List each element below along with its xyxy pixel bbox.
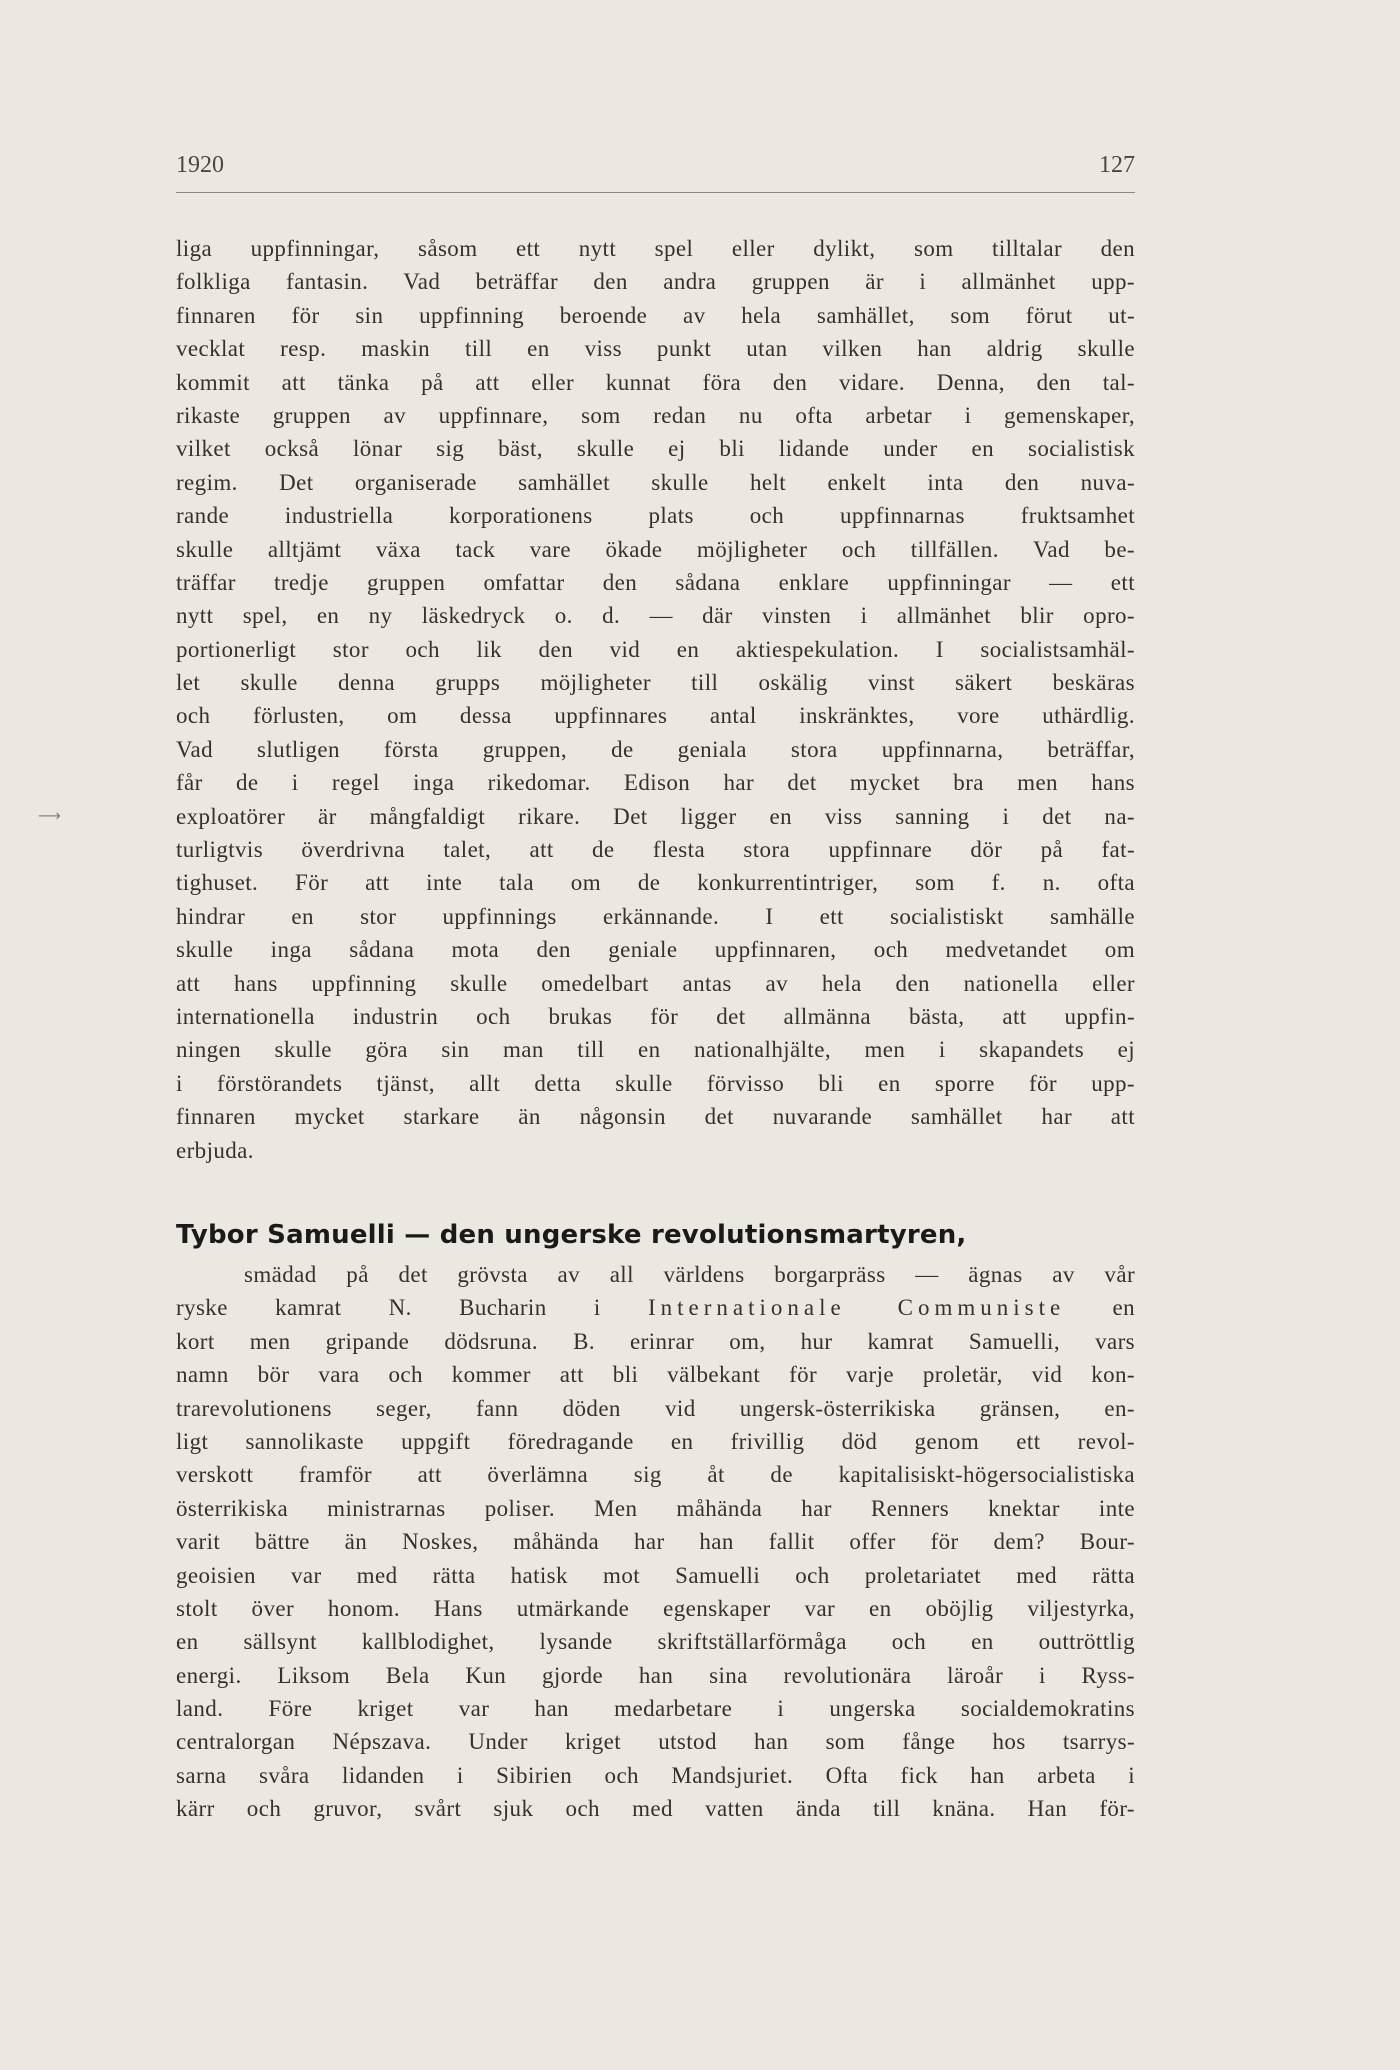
- article-line: verskott framför att överlämna sig åt de kapitalisiskt-högersocialistiska: [176, 1462, 1135, 1488]
- article-line: exploatörer är mångfaldigt rikare. Det ligger en viss sanning i det na-: [176, 803, 1135, 829]
- article-line: får de i regel inga rikedomar. Edison har det mycket bra men hans: [176, 770, 1135, 796]
- line-segment: ryske kamrat N. Bucharin i: [176, 1295, 648, 1321]
- article-line: träffar tredje gruppen omfattar den sådana enklare uppfinningar — ett: [176, 569, 1135, 595]
- article-line: rande industriella korporationens plats och uppfinnarnas fruktsamhet: [176, 503, 1135, 529]
- article-line: portionerligt stor och lik den vid en aktiespekulation. I socialistsamhäl-: [176, 636, 1135, 662]
- article-line: finnaren för sin uppfinning beroende av hela samhället, som förut ut-: [176, 302, 1135, 328]
- article-line: trarevolutionens seger, fann döden vid ungersk-österrikiska gränsen, en-: [176, 1395, 1135, 1421]
- article-line: land. Före kriget var han medarbetare i ungerska socialdemokratins: [176, 1696, 1135, 1722]
- article-line: liga uppfinningar, såsom ett nytt spel eller dylikt, som tilltalar den: [176, 236, 1135, 261]
- article-line: att hans uppfinning skulle omedelbart antas av hela den nationella eller: [176, 970, 1135, 996]
- article-heading: Tybor Samuelli — den ungerske revolutionsmartyren,: [176, 1220, 967, 1250]
- article-line: i förstörandets tjänst, allt detta skulle förvisso bli en sporre för upp-: [176, 1070, 1135, 1096]
- article-line: energi. Liksom Bela Kun gjorde han sina revolutionära läroår i Ryss-: [176, 1662, 1135, 1688]
- page-number: 127: [1099, 152, 1135, 178]
- article-lines: [176, 1325, 1135, 1826]
- article-line: kärr och gruvor, svårt sjuk och med vatten ända till knäna. Han för-: [176, 1796, 1135, 1822]
- article-line: kort men gripande dödsruna. B. erinrar om, hur kamrat Samuelli, vars: [176, 1328, 1135, 1354]
- article-line: en sällsynt kallblodighet, lysande skriftställarförmåga och en outtröttlig: [176, 1629, 1135, 1655]
- article-line: nytt spel, en ny läskedryck o. d. — där vinsten i allmänhet blir opro-: [176, 603, 1135, 629]
- article-line: geoisien var med rätta hatisk mot Samuelli och proletariatet med rätta: [176, 1562, 1135, 1588]
- article-line: sarna svåra lidanden i Sibirien och Mandsjuriet. Ofta fick han arbeta i: [176, 1762, 1135, 1788]
- article-line: skulle alltjämt växa tack vare ökade möjligheter och tillfällen. Vad be-: [176, 536, 1135, 562]
- article-line: österrikiska ministrarnas poliser. Men måhända har Renners knektar inte: [176, 1495, 1135, 1521]
- article-line: skulle inga sådana mota den geniale uppfinnaren, och medvetandet om: [176, 937, 1135, 963]
- article-line: tighuset. För att inte tala om de konkurrentintriger, som f. n. ofta: [176, 870, 1135, 896]
- article-line: ligt sannolikaste uppgift föredragande en frivillig död genom ett revol-: [176, 1428, 1135, 1454]
- article-line: vilket också lönar sig bäst, skulle ej bli lidande under en socialistisk: [176, 436, 1135, 462]
- article-line: Vad slutligen första gruppen, de geniala stora uppfinnarna, beträffar,: [176, 736, 1135, 762]
- article-line: kommit att tänka på att eller kunnat föra den vidare. Denna, den tal-: [176, 369, 1135, 395]
- article-line: varit bättre än Noskes, måhända har han fallit offer för dem? Bour-: [176, 1529, 1135, 1555]
- article-line: smädad på det grövsta av all världens borgarpräss — ägnas av vår: [244, 1262, 1135, 1287]
- article-line: rikaste gruppen av uppfinnare, som redan nu ofta arbetar i gemenskaper,: [176, 402, 1135, 428]
- article-line: regim. Det organiserade samhället skulle helt enkelt inta den nuva-: [176, 469, 1135, 495]
- header-year: 1920: [176, 152, 224, 178]
- article-line: och förlusten, om dessa uppfinnares antal inskränktes, vore uthärdlig.: [176, 703, 1135, 729]
- article-line: turligtvis överdrivna talet, att de flesta stora uppfinnare dör på fat-: [176, 837, 1135, 863]
- article-line: [176, 1291, 1135, 1324]
- article-line: vecklat resp. maskin till en viss punkt utan vilken han aldrig skulle: [176, 336, 1135, 362]
- running-header: [176, 152, 1135, 179]
- article-line: namn bör vara och kommer att bli välbekant för varje proletär, vid kon-: [176, 1362, 1135, 1388]
- article-line: hindrar en stor uppfinnings erkännande. I ett socialistiskt samhälle: [176, 903, 1135, 929]
- article-line: erbjuda.: [176, 1137, 254, 1163]
- article-line: internationella industrin och brukas för det allmänna bästa, att uppfin-: [176, 1003, 1135, 1029]
- article-line: finnaren mycket starkare än någonsin det nuvarande samhället har att: [176, 1104, 1135, 1130]
- margin-mark: ⟶: [38, 806, 61, 825]
- journal-title: Internationale Communiste: [648, 1295, 1066, 1321]
- header-rule: [176, 192, 1135, 193]
- article-continued-body: [176, 232, 1135, 1167]
- article-line: let skulle denna grupps möjligheter till oskälig vinst säkert beskäras: [176, 670, 1135, 696]
- article-line: ningen skulle göra sin man till en nationalhjälte, men i skapandets ej: [176, 1037, 1135, 1063]
- line-segment: en: [1065, 1295, 1135, 1321]
- article-body: [176, 1258, 1135, 1826]
- article-line: stolt över honom. Hans utmärkande egenskaper var en oböjlig viljestyrka,: [176, 1595, 1135, 1621]
- article-line: folkliga fantasin. Vad beträffar den andra gruppen är i allmänhet upp-: [176, 269, 1135, 295]
- article-line: centralorgan Népszava. Under kriget utstod han som fånge hos tsarrys-: [176, 1729, 1135, 1755]
